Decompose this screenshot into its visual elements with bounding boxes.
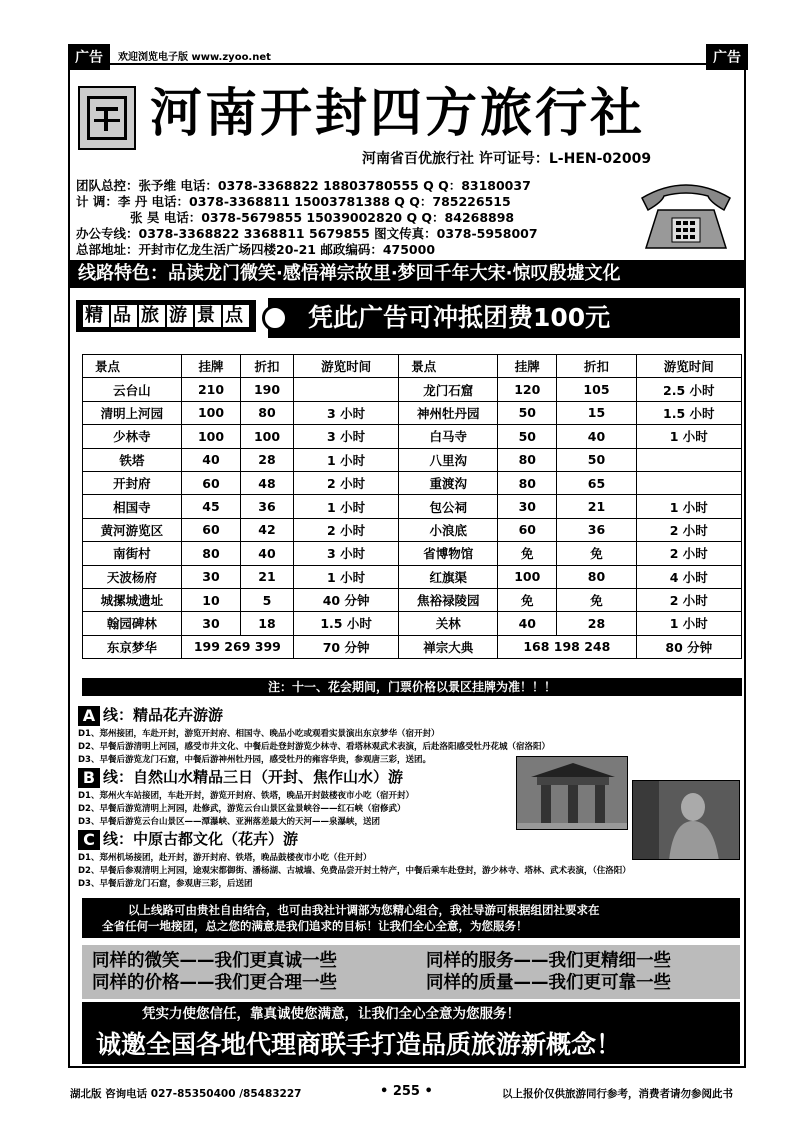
table-cell: 30 <box>181 565 240 588</box>
table-cell: 铁塔 <box>83 448 182 471</box>
closing-band: 凭实力使您信任，靠真诚使您满意，让我们全心全意为您服务！ 诚邀全国各地代理商联手打造品质旅游新概念！ <box>82 1002 740 1064</box>
table-cell: 1.5 小时 <box>293 612 398 635</box>
table-cell: 30 <box>498 495 557 518</box>
promo-banner: 凭此广告可冲抵团费100元 <box>268 298 740 338</box>
table-cell: 云台山 <box>83 378 182 401</box>
table-cell: 3 小时 <box>293 401 398 424</box>
table-cell: 焦裕禄陵园 <box>399 588 498 611</box>
table-cell: 免 <box>557 542 636 565</box>
route-c-title: C 线：中原古都文化（花卉）游 <box>78 828 298 850</box>
table-cell: 包公祠 <box>399 495 498 518</box>
footer-right: 以上报价仅供旅游同行参考，消费者请勿参阅此书 <box>502 1088 733 1100</box>
table-cell: 开封府 <box>83 471 182 494</box>
table-cell: 1 小时 <box>293 495 398 518</box>
table-cell: 少林寺 <box>83 425 182 448</box>
table-header-cell: 挂牌 <box>181 355 240 378</box>
table-header-cell: 游览时间 <box>636 355 741 378</box>
table-cell: 白马寺 <box>399 425 498 448</box>
table-row <box>83 542 742 565</box>
table-cell: 八里沟 <box>399 448 498 471</box>
buddha-statue-photo <box>632 780 740 860</box>
table-row <box>83 565 742 588</box>
table-row <box>83 401 742 424</box>
page-number: • 255 • <box>380 1084 433 1099</box>
table-cell: 50 <box>498 425 557 448</box>
ad-tag-left: 广告 <box>68 44 110 70</box>
table-cell: 1 小时 <box>293 448 398 471</box>
table-cell: 1 小时 <box>636 425 741 448</box>
telephone-icon <box>636 176 736 252</box>
table-header-cell: 折扣 <box>557 355 636 378</box>
table-cell: 2 小时 <box>636 542 741 565</box>
price-note: 注：十一、花会期间，门票价格以景区挂牌为准！！！ <box>82 678 742 696</box>
attraction-price-table <box>82 354 742 659</box>
table-cell: 18 <box>241 612 294 635</box>
temple-gate-photo <box>516 756 628 830</box>
table-cell: 100 <box>241 425 294 448</box>
table-row <box>83 378 742 401</box>
table-cell: 36 <box>241 495 294 518</box>
table-cell: 城摞城遗址 <box>83 588 182 611</box>
table-cell: 40 <box>498 612 557 635</box>
contact-line: 计 调：李 丹 电话：0378-3368811 15003781388 Q Q：785226515 <box>76 194 511 209</box>
table-cell <box>293 378 398 401</box>
footer-left: 湖北版 咨询电话 027-85350400 /85483227 <box>70 1088 302 1100</box>
route-b-day: D3、早餐后游览云台山景区——潭瀑峡、亚洲落差最大的天河——泉瀑峡，送团 <box>78 817 380 827</box>
table-cell: 重渡沟 <box>399 471 498 494</box>
ad-tag-right: 广告 <box>706 44 748 70</box>
table-cell: 50 <box>498 401 557 424</box>
table-cell: 龙门石窟 <box>399 378 498 401</box>
table-cell: 21 <box>557 495 636 518</box>
table-cell: 南街村 <box>83 542 182 565</box>
table-row <box>83 448 742 471</box>
table-cell <box>636 471 741 494</box>
table-cell: 免 <box>498 542 557 565</box>
table-cell: 105 <box>557 378 636 401</box>
table-cell: 1 小时 <box>636 495 741 518</box>
table-header-cell: 景点 <box>83 355 182 378</box>
slogan-line: 同样的价格——我们更合理一些 <box>92 973 337 993</box>
table-header-cell: 挂牌 <box>498 355 557 378</box>
welcome-text: 欢迎浏览电子版 www.zyoo.net <box>118 52 271 63</box>
table-cell: 东京梦华 <box>83 635 182 658</box>
table-cell: 28 <box>241 448 294 471</box>
table-cell: 60 <box>181 518 240 541</box>
table-cell: 5 <box>241 588 294 611</box>
table-cell: 199 269 399 <box>181 635 293 658</box>
table-cell: 45 <box>181 495 240 518</box>
table-row <box>83 471 742 494</box>
route-a-title: A 线：精品花卉游游 <box>78 704 223 726</box>
slogan-line: 同样的微笑——我们更真诚一些 <box>92 951 337 971</box>
company-logo <box>78 86 136 150</box>
contact-line: 张 昊 电话：0378-5679855 15039002820 Q Q：84268898 <box>130 210 515 225</box>
table-cell: 2 小时 <box>636 588 741 611</box>
table-cell: 2 小时 <box>293 471 398 494</box>
table-cell: 15 <box>557 401 636 424</box>
table-cell: 190 <box>241 378 294 401</box>
license-subtitle: 河南省百优旅行社 许可证号：L-HEN-02009 <box>362 151 652 167</box>
table-cell: 2.5 小时 <box>636 378 741 401</box>
table-cell: 40 <box>241 542 294 565</box>
table-cell: 相国寺 <box>83 495 182 518</box>
table-cell: 红旗渠 <box>399 565 498 588</box>
table-cell: 省博物馆 <box>399 542 498 565</box>
table-cell: 80 <box>557 565 636 588</box>
table-cell: 48 <box>241 471 294 494</box>
table-cell: 60 <box>181 471 240 494</box>
route-b-day: D2、早餐后游览清明上河园，赴修武，游览云台山景区盆景峡谷——红石峡（宿修武） <box>78 804 406 814</box>
table-cell: 禅宗大典 <box>399 635 498 658</box>
table-cell: 1 小时 <box>636 612 741 635</box>
contact-line: 办公专线：0378-3368822 3368811 5679855 图文传真：0378-5958007 <box>76 226 538 241</box>
table-cell: 70 分钟 <box>293 635 398 658</box>
company-title: 河南开封四方旅行社 <box>150 84 646 144</box>
featured-attractions-label: 精 品 旅 游 景 点 <box>76 300 256 332</box>
table-cell: 清明上河园 <box>83 401 182 424</box>
table-header-cell: 景点 <box>399 355 498 378</box>
table-cell: 4 小时 <box>636 565 741 588</box>
table-cell: 40 分钟 <box>293 588 398 611</box>
table-cell: 80 <box>498 471 557 494</box>
route-a-day: D2、早餐后游清明上河园，感受市井文化、中餐后赴登封游览少林寺、看塔林观武术表演，后赴洛阳感受牡丹花城（宿洛阳） <box>78 742 550 752</box>
table-cell: 10 <box>181 588 240 611</box>
table-cell <box>636 448 741 471</box>
table-cell: 神州牡丹园 <box>399 401 498 424</box>
table-cell: 100 <box>498 565 557 588</box>
table-cell: 1 小时 <box>293 565 398 588</box>
route-c-day: D3、早餐后游龙门石窟，参观唐三彩，后送团 <box>78 879 253 889</box>
table-row <box>83 588 742 611</box>
table-cell: 168 198 248 <box>498 635 636 658</box>
table-row <box>83 425 742 448</box>
table-row <box>83 495 742 518</box>
slogan-line: 同样的质量——我们更可靠一些 <box>426 973 671 993</box>
table-cell: 40 <box>181 448 240 471</box>
table-cell: 小浪底 <box>399 518 498 541</box>
route-c-day: D2、早餐后参观清明上河园，途观宋都御街、潘杨湖、古城墙、免费品尝开封土特产，中餐后乘车赴登封，游少林寺、塔林、武术表演，（住洛阳） <box>78 866 631 876</box>
table-cell: 80 <box>181 542 240 565</box>
table-cell: 28 <box>557 612 636 635</box>
table-cell: 50 <box>557 448 636 471</box>
table-cell: 3 小时 <box>293 425 398 448</box>
table-header-cell: 折扣 <box>241 355 294 378</box>
route-a-day: D3、早餐后游览龙门石窟，中餐后游神州牡丹园，感受牡丹的雍容华贵，参观唐三彩，送团。 <box>78 755 431 765</box>
table-cell: 42 <box>241 518 294 541</box>
table-cell: 100 <box>181 401 240 424</box>
table-row <box>83 635 742 658</box>
table-cell: 3 小时 <box>293 542 398 565</box>
contact-line: 总部地址：开封市亿龙生活广场四楼20-21 邮政编码：475000 <box>76 242 436 257</box>
route-a-day: D1、郑州接团，车赴开封，游览开封府、相国寺、晚品小吃或观看实景演出东京梦华（宿开封） <box>78 729 440 739</box>
table-cell: 60 <box>498 518 557 541</box>
table-cell: 210 <box>181 378 240 401</box>
table-row <box>83 612 742 635</box>
combination-note-band: 以上线路可由贵社自由结合，也可由我社计调部为您精心组合，我社导游可根据组团社要求在 全省任何一地接团，总之您的满意是我们追求的目标！让我们全心全意，为您服务！ <box>82 898 740 938</box>
table-cell: 36 <box>557 518 636 541</box>
table-cell: 2 小时 <box>636 518 741 541</box>
table-cell: 免 <box>557 588 636 611</box>
table-cell: 黄河游览区 <box>83 518 182 541</box>
table-cell: 80 分钟 <box>636 635 741 658</box>
promo-bullet-icon <box>262 305 288 331</box>
route-c-day: D1、郑州机场接团，赴开封，游开封府、铁塔，晚品鼓楼夜市小吃（住开封） <box>78 853 372 863</box>
table-header-row <box>83 355 742 378</box>
route-b-title: B 线：自然山水精品三日（开封、焦作山水）游 <box>78 766 403 788</box>
table-cell: 翰园碑林 <box>83 612 182 635</box>
slogan-panel <box>82 945 740 999</box>
table-header-cell: 游览时间 <box>293 355 398 378</box>
table-cell: 21 <box>241 565 294 588</box>
table-cell: 80 <box>241 401 294 424</box>
table-cell: 1.5 小时 <box>636 401 741 424</box>
slogan-line: 同样的服务——我们更精细一些 <box>426 951 671 971</box>
table-cell: 30 <box>181 612 240 635</box>
table-cell: 关林 <box>399 612 498 635</box>
route-b-day: D1、郑州火车站接团，车赴开封，游览开封府、铁塔，晚品开封鼓楼夜市小吃（宿开封） <box>78 791 414 801</box>
route-feature-band: 线路特色：品读龙门微笑·感悟禅宗故里·梦回千年大宋·惊叹殷墟文化 <box>68 260 746 288</box>
table-row <box>83 518 742 541</box>
table-cell: 100 <box>181 425 240 448</box>
table-cell: 120 <box>498 378 557 401</box>
table-cell: 免 <box>498 588 557 611</box>
table-cell: 天波杨府 <box>83 565 182 588</box>
table-cell: 65 <box>557 471 636 494</box>
table-cell: 40 <box>557 425 636 448</box>
contact-line: 团队总控：张予维 电话：0378-3368822 18803780555 Q Q：83180037 <box>76 178 531 193</box>
table-cell: 2 小时 <box>293 518 398 541</box>
table-cell: 80 <box>498 448 557 471</box>
